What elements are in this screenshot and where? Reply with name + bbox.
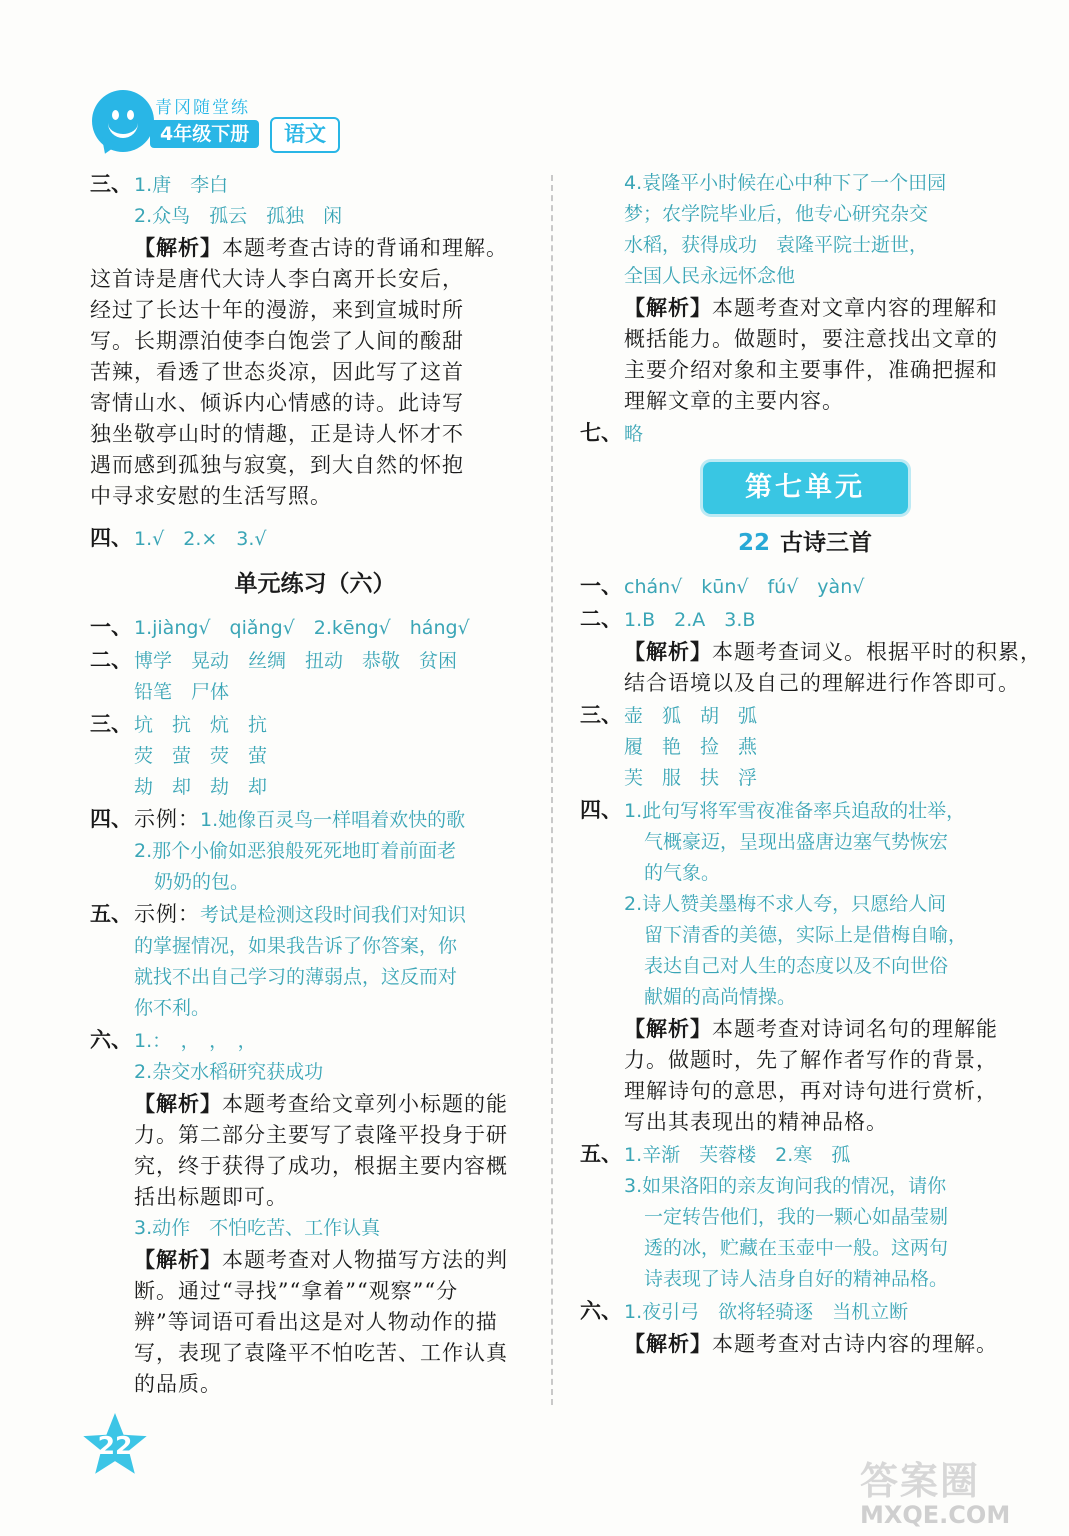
page-number-badge bbox=[82, 1413, 148, 1479]
analysis-text: 括出标题即可。 bbox=[134, 1185, 288, 1209]
answer-text: 气概豪迈，呈现出盛唐边塞气势恢宏 bbox=[644, 831, 949, 853]
answer-text: 略 bbox=[624, 423, 644, 445]
section-mark: 一、 bbox=[580, 573, 622, 598]
answer-text: 留下清香的美德，实际上是借梅自喻， bbox=[644, 924, 968, 946]
answer-text: 你不利。 bbox=[134, 997, 211, 1019]
section-mark: 三、 bbox=[90, 171, 132, 196]
analysis-text: 主要介绍对象和主要事件，准确把握和 bbox=[624, 358, 998, 382]
answer-text: 2.那个小偷如恶狼般死死地盯着前面老 bbox=[134, 840, 457, 862]
answer-text: 梦；农学院毕业后，他专心研究杂交 bbox=[624, 203, 929, 225]
analysis-text: 理解诗句的意思，再对诗句进行赏析， bbox=[624, 1079, 998, 1103]
column-divider bbox=[551, 175, 553, 1405]
answer-text: 1.jiàng√ qiǎng√ 2.kēng√ háng√ bbox=[134, 617, 470, 639]
section-mark: 三、 bbox=[580, 702, 622, 727]
answer-text: 的掌握情况，如果我告诉了你答案，你 bbox=[134, 935, 458, 957]
answer-text: 荧 萤 荧 萤 bbox=[134, 745, 268, 767]
smiley-logo-icon bbox=[92, 90, 154, 152]
answer-text: 1.她像百灵鸟一样唱着欢快的歌 bbox=[200, 809, 466, 831]
example-label: 示例： bbox=[134, 902, 200, 926]
section-wu bbox=[580, 1138, 1030, 1171]
section-mark: 六、 bbox=[90, 1027, 132, 1052]
answer-text: 劫 却 劫 却 bbox=[134, 776, 268, 798]
answer-text: 表达自己对人生的态度以及不向世俗 bbox=[644, 955, 949, 977]
answer-text: 一定转告他们，我的一颗心如晶莹剔 bbox=[644, 1206, 949, 1228]
analysis-text: 本题考查对古诗内容的理解。 bbox=[712, 1332, 998, 1356]
answer-text: 壶 狐 胡 弧 bbox=[624, 705, 758, 727]
analysis-text: 本题考查词义。根据平时的积累， bbox=[712, 640, 1042, 664]
lesson-title bbox=[580, 524, 1030, 562]
answer-text: 3.动作 不怕吃苦、工作认真 bbox=[134, 1217, 381, 1239]
section-qi bbox=[580, 417, 1030, 450]
grade-label: 4年级下册 bbox=[150, 120, 259, 148]
answer-text: 1.此句写将军雪夜准备率兵追敌的壮举， bbox=[624, 800, 966, 822]
analysis-text: 苦辣，看透了世态炎凉，因此写了这首 bbox=[90, 360, 464, 384]
lesson-number: 22 bbox=[737, 530, 770, 556]
answer-text: 4.袁隆平小时候在心中种下了一个田园 bbox=[624, 172, 947, 194]
analysis-text: 结合语境以及自己的理解进行作答即可。 bbox=[624, 671, 1020, 695]
analysis-tag: 【解析】 bbox=[134, 1247, 222, 1272]
analysis-text: 理解文章的主要内容。 bbox=[624, 389, 844, 413]
section-yi bbox=[90, 611, 540, 644]
section-mark: 二、 bbox=[580, 606, 622, 631]
section-san2 bbox=[90, 708, 540, 741]
watermark-url: MXQE.COM bbox=[860, 1501, 1011, 1529]
analysis-text: 独坐敬亭山时的情趣，正是诗人怀才不 bbox=[90, 422, 464, 446]
watermark bbox=[860, 1450, 1069, 1536]
analysis-text: 写。长期漂泊使李白饱尝了人间的酸甜 bbox=[90, 329, 464, 353]
section-wu bbox=[90, 898, 540, 931]
answer-text: 奶奶的包。 bbox=[154, 871, 250, 893]
answer-text: 1.唐 李白 bbox=[134, 174, 229, 196]
example-label: 示例： bbox=[134, 807, 200, 831]
answer-text: 就找不出自己学习的薄弱点，这反而对 bbox=[134, 966, 458, 988]
section-si2 bbox=[90, 803, 540, 836]
analysis-tag: 【解析】 bbox=[624, 1331, 712, 1356]
lesson-name: 古诗三首 bbox=[780, 529, 872, 556]
answer-text: 2.诗人赞美墨梅不求人夸，只愿给人间 bbox=[624, 893, 947, 915]
subject-label: 语文 bbox=[270, 117, 340, 153]
section-mark: 六、 bbox=[580, 1298, 622, 1323]
section-yi bbox=[580, 570, 1030, 603]
answer-text: 博学 晃动 丝绸 扭动 恭敬 贫困 bbox=[134, 650, 458, 672]
section-er bbox=[90, 644, 540, 677]
brand-name: 青冈随堂练 bbox=[155, 98, 250, 118]
section-mark: 四、 bbox=[90, 525, 132, 550]
analysis-text: 写出其表现出的精神品格。 bbox=[624, 1110, 888, 1134]
answer-text: 全国人民永远怀念他 bbox=[624, 265, 796, 287]
watermark-text: 答案圈 bbox=[860, 1459, 981, 1503]
answer-text: chán√ kūn√ fú√ yàn√ bbox=[624, 576, 865, 598]
analysis-text: 这首诗是唐代大诗人李白离开长安后， bbox=[90, 267, 464, 291]
answer-text: 的气象。 bbox=[644, 862, 721, 884]
section-san bbox=[580, 699, 1030, 732]
section-si bbox=[90, 522, 540, 555]
answer-text: 芙 服 扶 浮 bbox=[624, 767, 758, 789]
section-mark: 三、 bbox=[90, 711, 132, 736]
analysis-text: 本题考查对文章内容的理解和 bbox=[712, 296, 998, 320]
section-mark: 四、 bbox=[90, 806, 132, 831]
answer-text: 1.： ， ， ， bbox=[134, 1030, 257, 1052]
analysis-text: 中寻求安慰的生活写照。 bbox=[90, 484, 332, 508]
analysis-text: 辨”等词语可看出这是对人物动作的描 bbox=[134, 1310, 498, 1334]
analysis-text: 经过了长达十年的漫游，来到宣城时所 bbox=[90, 298, 464, 322]
analysis-text: 的品质。 bbox=[134, 1372, 222, 1396]
analysis-tag: 【解析】 bbox=[134, 1091, 222, 1116]
answer-text: 2.杂交水稻研究获成功 bbox=[134, 1061, 324, 1083]
unit-banner: 第七单元 bbox=[703, 462, 908, 514]
left-column bbox=[90, 168, 540, 1400]
section-mark: 五、 bbox=[580, 1141, 622, 1166]
analysis-text: 究，终于获得了成功，根据主要内容概 bbox=[134, 1154, 508, 1178]
analysis-tag: 【解析】 bbox=[624, 1016, 712, 1041]
answer-text: 考试是检测这段时间我们对知识 bbox=[200, 904, 467, 926]
answer-text: 3.如果洛阳的亲友询问我的情况，请你 bbox=[624, 1175, 947, 1197]
section-si bbox=[580, 794, 1030, 827]
answer-text: 坑 抗 炕 抗 bbox=[134, 714, 268, 736]
answer-text: 履 艳 捡 燕 bbox=[624, 736, 758, 758]
analysis-tag: 【解析】 bbox=[624, 639, 712, 664]
section-san bbox=[90, 168, 540, 201]
answer-text: 透的冰，贮藏在玉壶中一般。这两句 bbox=[644, 1237, 949, 1259]
answer-text: 1.√ 2.× 3.√ bbox=[134, 528, 267, 550]
analysis-text: 写，表现了袁隆平不怕吃苦、工作认真 bbox=[134, 1341, 508, 1365]
unit-practice-title: 单元练习（六） bbox=[234, 570, 396, 597]
analysis-text: 遇而感到孤独与寂寞，到大自然的怀抱 bbox=[90, 453, 464, 477]
answer-text: 1.辛渐 芙蓉楼 2.寒 孤 bbox=[624, 1144, 851, 1166]
analysis-text: 本题考查给文章列小标题的能 bbox=[222, 1092, 508, 1116]
analysis-text: 概括能力。做题时，要注意找出文章的 bbox=[624, 327, 998, 351]
analysis-text: 力。做题时，先了解作者写作的背景， bbox=[624, 1048, 998, 1072]
section-mark: 五、 bbox=[90, 901, 132, 926]
analysis-text: 断。通过“寻找”“拿着”“观察”“分 bbox=[134, 1279, 459, 1303]
answer-text: 诗表现了诗人洁身自好的精神品格。 bbox=[644, 1268, 949, 1290]
answer-text: 1.夜引弓 欲将轻骑逐 当机立断 bbox=[624, 1301, 909, 1323]
section-liu bbox=[580, 1295, 1030, 1328]
section-mark: 四、 bbox=[580, 797, 622, 822]
section-er bbox=[580, 603, 1030, 636]
analysis-tag: 【解析】 bbox=[624, 295, 712, 320]
answer-text: 献媚的高尚情操。 bbox=[644, 986, 797, 1008]
analysis-text: 本题考查对诗词名句的理解能 bbox=[712, 1017, 998, 1041]
analysis-text: 本题考查对人物描写方法的判 bbox=[222, 1248, 508, 1272]
analysis-text: 本题考查古诗的背诵和理解。 bbox=[222, 236, 508, 260]
answer-text: 水稻，获得成功 袁隆平院士逝世， bbox=[624, 234, 929, 256]
answer-text: 1.B 2.A 3.B bbox=[624, 609, 756, 631]
analysis-text: 力。第二部分主要写了袁隆平投身于研 bbox=[134, 1123, 508, 1147]
answer-text: 2.众鸟 孤云 孤独 闲 bbox=[134, 205, 343, 227]
page-number: 22 bbox=[97, 1431, 133, 1460]
analysis-tag: 【解析】 bbox=[134, 235, 222, 260]
section-mark: 一、 bbox=[90, 614, 132, 639]
analysis-text: 寄情山水、倾诉内心情感的诗。此诗写 bbox=[90, 391, 464, 415]
section-liu bbox=[90, 1024, 540, 1057]
section-mark: 二、 bbox=[90, 647, 132, 672]
section-mark: 七、 bbox=[580, 420, 622, 445]
answer-text: 铅笔 尸体 bbox=[134, 681, 230, 703]
right-column bbox=[580, 168, 1042, 1360]
